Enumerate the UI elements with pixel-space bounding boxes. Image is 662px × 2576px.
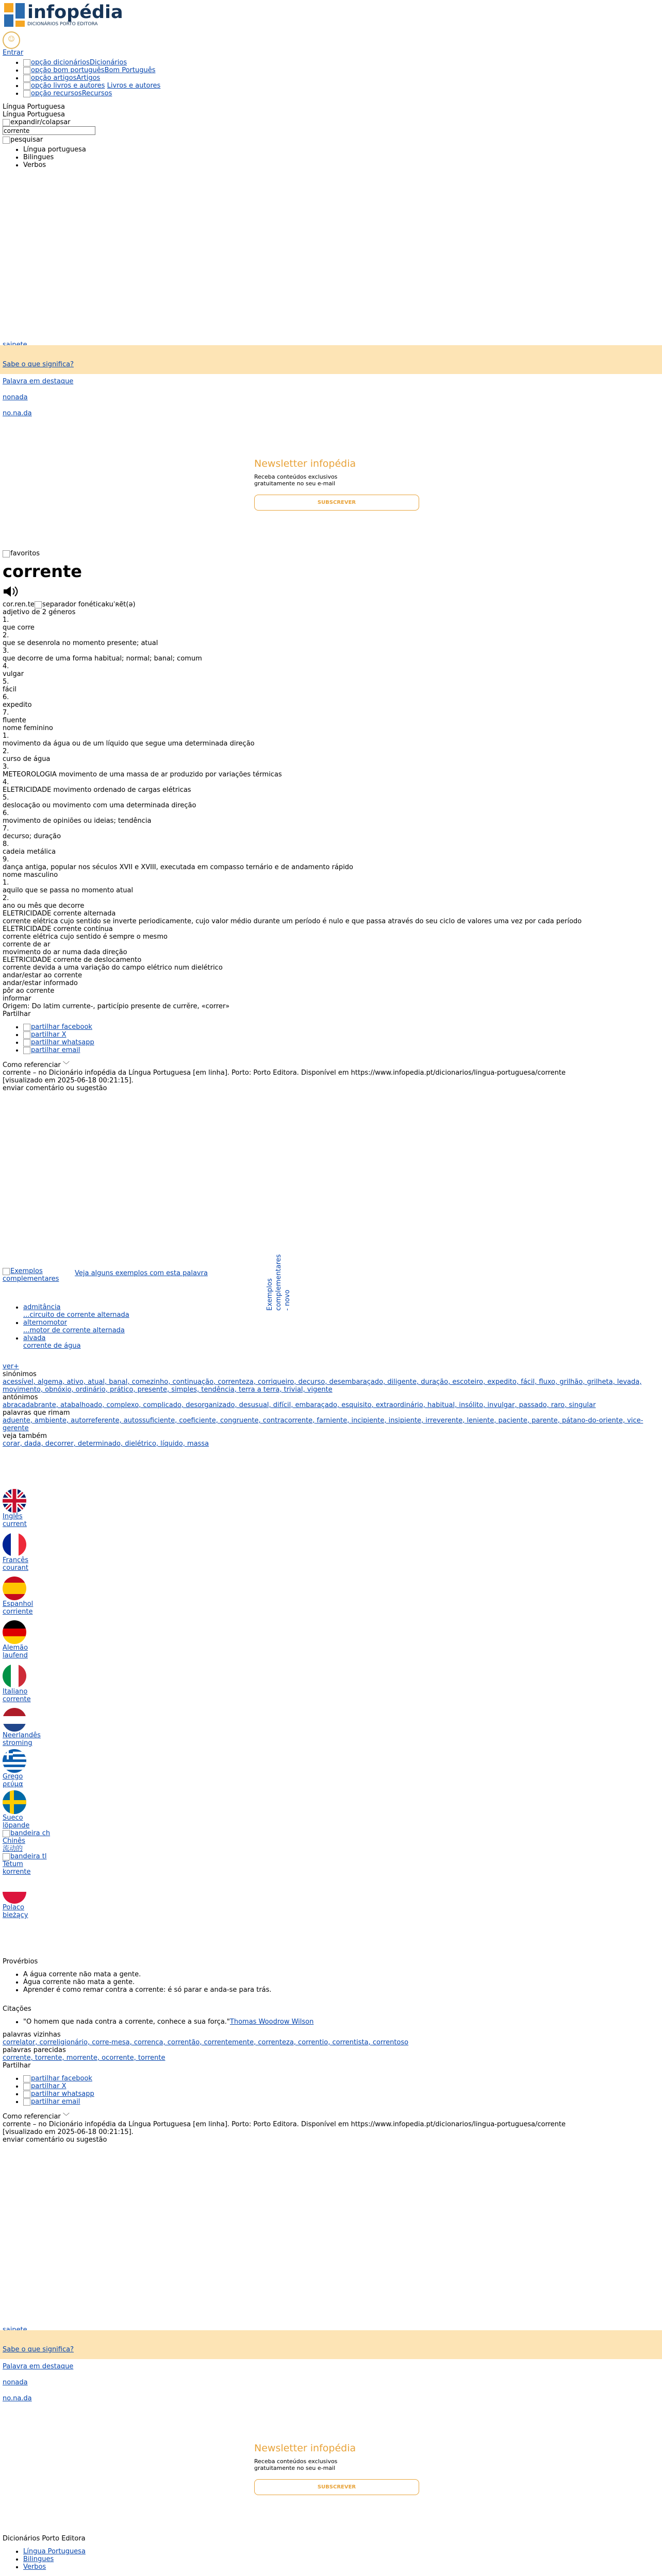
quote-author-link[interactable]: Thomas Woodrow Wilson bbox=[229, 2018, 314, 2026]
definition-line: adjetivo de 2 géneros bbox=[3, 608, 76, 616]
definition-line: 3. bbox=[3, 763, 9, 771]
flag-se-icon bbox=[3, 1790, 26, 1814]
synonyms-label: sinónimos bbox=[3, 1370, 37, 1378]
related-item[interactable]: • admitância ...circuito de corrente alternada bbox=[23, 1303, 129, 1319]
share-x[interactable]: • partilhar X bbox=[23, 1031, 659, 1039]
similar-label: palavras parecidas bbox=[3, 2046, 66, 2054]
definition-line: andar/estar ao corrente bbox=[3, 972, 82, 979]
chevron-down-icon: ﹀ bbox=[62, 2113, 70, 2121]
nav-item-recursos[interactable]: • opção recursosRecursos bbox=[23, 90, 160, 97]
definition-line: pôr ao corrente bbox=[3, 987, 55, 995]
featured-label[interactable]: Palavra em destaque bbox=[3, 378, 74, 385]
footer-dict-link[interactable]: Língua Portuguesa bbox=[23, 2548, 86, 2555]
newsletter-subscribe-button[interactable]: SUBSCREVER bbox=[254, 495, 419, 511]
dictionary-options bbox=[3, 146, 160, 169]
newsletter-title: Newsletter infopédia bbox=[254, 458, 356, 469]
proverbs-label: Provérbios bbox=[3, 1958, 38, 1965]
definition-line: aquilo que se passa no momento atual bbox=[3, 887, 134, 894]
favorites-button[interactable]: favoritos bbox=[3, 550, 659, 557]
separator-icon bbox=[35, 601, 42, 608]
main-nav bbox=[3, 59, 160, 97]
search-button[interactable]: pesquisar bbox=[3, 136, 160, 144]
definition-line: 4. bbox=[3, 778, 9, 786]
definition-line: 2. bbox=[3, 894, 9, 902]
feedback2-link[interactable]: enviar comentário ou sugestão bbox=[3, 2136, 107, 2144]
rhymes-label: palavras que rimam bbox=[3, 1409, 70, 1417]
footer-dicts bbox=[3, 2548, 659, 2571]
featured2-label[interactable]: Palavra em destaque bbox=[3, 2363, 74, 2370]
x-icon bbox=[23, 1031, 30, 1039]
translation-en[interactable]: Inglês current bbox=[3, 1489, 659, 1528]
definition-line: 7. bbox=[3, 709, 9, 717]
expand-icon bbox=[3, 119, 10, 126]
definition-line: ano ou mês que decorre bbox=[3, 902, 85, 910]
quote: • "O homem que nada contra a corrente, conhece a sua força."Thomas Woodrow Wilson bbox=[23, 2018, 659, 2026]
x-icon bbox=[23, 2083, 30, 2090]
related-item[interactable]: • alternomotor ...motor de corrente alternada bbox=[23, 1319, 129, 1334]
definition-line: 6. bbox=[3, 693, 9, 701]
dict-option[interactable]: • Língua portuguesa bbox=[23, 146, 160, 154]
definition-line: andar/estar informado bbox=[3, 979, 78, 987]
share2-list bbox=[3, 2075, 659, 2106]
newsletter2-title: Newsletter infopédia bbox=[254, 2443, 356, 2454]
origin: Origem: Do latim currente-, particípio presente de currĕre, «correr» bbox=[3, 1003, 230, 1010]
nav-item-bom-portugues[interactable]: • opção bom portuguêsBom Português bbox=[23, 66, 160, 74]
translation-de[interactable]: Alemão laufend bbox=[3, 1620, 659, 1659]
dictionary-selector[interactable] bbox=[3, 103, 160, 126]
definition-line: corrente de ar bbox=[3, 941, 51, 948]
definition-line: ELETRICIDADE corrente de deslocamento bbox=[3, 956, 142, 964]
featured-word-2 bbox=[3, 2363, 659, 2402]
article-icon bbox=[23, 75, 30, 82]
dict-option[interactable]: • Verbos bbox=[23, 161, 160, 169]
see-more-link[interactable]: ver+ bbox=[3, 1363, 19, 1370]
flag-de-icon bbox=[3, 1620, 26, 1644]
similar-list[interactable]: corrente, torrente, morrente, ocorrente, torrente bbox=[3, 2054, 166, 2062]
promo2-question-link[interactable]: Sabe o que significa? bbox=[3, 2346, 74, 2353]
share-facebook[interactable]: • partilhar facebook bbox=[23, 1023, 659, 1031]
promo-question-link[interactable]: Sabe o que significa? bbox=[3, 361, 74, 368]
pronunciation: cor.ren.te separador fonéticakuˈʀẽt(ə) bbox=[3, 601, 136, 608]
search-icon bbox=[3, 137, 10, 144]
promo-banner bbox=[0, 345, 662, 374]
dictionary-selected-label: Língua Portuguesa bbox=[3, 111, 65, 118]
translation-el[interactable]: Grego ρεύμα bbox=[3, 1749, 659, 1788]
footer-dict-link[interactable]: Bilingues bbox=[23, 2555, 54, 2563]
reference2-toggle[interactable]: Como referenciar ﹀ bbox=[3, 2113, 70, 2121]
synonyms-list[interactable]: acessível, algema, ativo, atual, banal, comezinho, continuação, correnteza, corriqueiro, decurso, desembaraçado, diligente, duração, escoteiro, expedito, fácil, fluxo, grilhão, grilheta, levada, movimento, obnóxio, ordinário, prático, presente, simples, tendência, terra a terra, trivial, vigente bbox=[3, 1378, 642, 1394]
definition-line: fluente bbox=[3, 717, 26, 724]
flag-cn-icon bbox=[3, 1830, 10, 1837]
newsletter-desc: Receba conteúdos exclusivos gratuitamente no seu e-mail bbox=[254, 473, 338, 487]
translation-sv[interactable]: Sueco löpande bbox=[3, 1790, 659, 1829]
definition-line: expedito bbox=[3, 701, 32, 709]
flag-es-icon bbox=[3, 1577, 26, 1600]
book-icon bbox=[23, 67, 30, 74]
site-header bbox=[3, 2, 160, 169]
share-whatsapp[interactable]: • partilhar whatsapp bbox=[23, 1039, 659, 1046]
neighbors-list[interactable]: correlator, correligionário, corre-mesa, correnca, correntão, correntemente, correnteza, correntio, correntista, correntoso bbox=[3, 2039, 409, 2046]
favorites-icon bbox=[3, 550, 10, 557]
definition-line: vulgar bbox=[3, 670, 24, 678]
newsletter2-subscribe-button[interactable]: SUBSCREVER bbox=[254, 2479, 419, 2495]
translation-zh[interactable]: bandeira ch Chinês 流动的 bbox=[3, 1829, 51, 1853]
definition-line: dança antiga, popular nos séculos XVII e XVIII, executada em compasso ternário e de andamento rápido bbox=[3, 863, 354, 871]
definition-line: que corre bbox=[3, 624, 35, 632]
definition-line: movimento de opiniões ou ideias; tendência bbox=[3, 817, 152, 825]
syllabification: cor.ren.te bbox=[3, 601, 35, 608]
nav-item-artigos[interactable]: • opção artigosArtigos bbox=[23, 74, 160, 82]
flag-tl-icon bbox=[3, 1853, 10, 1860]
nav-item-livros[interactable]: • opção livros e autores Livros e autores bbox=[23, 82, 160, 90]
quotes-list bbox=[3, 2018, 659, 2026]
definition-line: deslocação ou movimento com uma determinada direção bbox=[3, 802, 196, 809]
dictionary-selected[interactable]: Língua Portuguesa bbox=[3, 103, 65, 111]
dictionaries-icon bbox=[23, 59, 30, 66]
featured-syllables[interactable]: no.na.da bbox=[3, 410, 32, 417]
antonyms-list[interactable]: abracadabrante, atabalhoado, complexo, complicado, desorganizado, desusual, difícil, embaraçado, esquisito, extraordinário, habitual, insólito, invulgar, passado, raro, singular bbox=[3, 1401, 596, 1409]
logo-subtitle: DICIONÁRIOS PORTO EDITORA bbox=[27, 22, 98, 27]
proverb: • Aprender é como remar contra a corrente: é só parar e anda-se para trás. bbox=[23, 1986, 659, 1994]
definition-line: ELETRICIDADE corrente alternada bbox=[3, 910, 116, 918]
definition-line: 7. bbox=[3, 825, 9, 833]
definition-line: METEOROLOGIA movimento de uma massa de ar produzido por variações térmicas bbox=[3, 771, 282, 778]
chevron-down-icon: ﹀ bbox=[62, 1061, 70, 1069]
definition-line: 1. bbox=[3, 616, 9, 624]
examples-link[interactable]: Veja alguns exemplos com esta palavra bbox=[75, 1269, 208, 1277]
email-icon bbox=[23, 1047, 30, 1054]
audio-icon[interactable] bbox=[3, 585, 659, 598]
definition-line: 4. bbox=[3, 663, 9, 670]
definition-line: 5. bbox=[3, 678, 9, 686]
share2-email[interactable]: • partilhar email bbox=[23, 2098, 659, 2106]
footer-dict-link[interactable]: Verbos bbox=[23, 2563, 46, 2571]
definition-line: corrente elétrica cujo sentido é sempre o mesmo bbox=[3, 933, 168, 941]
definition-line: movimento da água ou de um líquido que segue uma determinada direção bbox=[3, 740, 255, 748]
proverbs-list bbox=[3, 1971, 659, 1994]
definition-line: 3. bbox=[3, 647, 9, 655]
flag-uk-icon bbox=[3, 1489, 26, 1513]
share2-label: Partilhar bbox=[3, 2062, 31, 2070]
definition-line: cadeia metálica bbox=[3, 848, 56, 856]
definition-line: 2. bbox=[3, 632, 9, 639]
definition-line: que se desenrola no momento presente; atual bbox=[3, 639, 158, 647]
flag-it-icon bbox=[3, 1664, 26, 1688]
see-also-list[interactable]: corar, dada, decorrer, determinado, dielétrico, líquido, massa bbox=[3, 1440, 209, 1448]
examples-image: Exemplos complementares bbox=[3, 1267, 59, 1283]
dict-option[interactable]: • Bilingues bbox=[23, 154, 160, 161]
word-relations bbox=[3, 1363, 659, 1448]
definition-line: movimento do ar numa dada direção bbox=[3, 948, 127, 956]
definition-line: corrente elétrica cujo sentido se inverte periodicamente, cujo valor médio durante um período é nulo e que passa através do seu ciclo de valores uma vez por cada período bbox=[3, 918, 582, 925]
definition-line: que decorre de uma forma habitual; normal; banal; comum bbox=[3, 655, 202, 663]
featured-word-link[interactable]: nonada bbox=[3, 394, 28, 401]
examples-icon bbox=[3, 1268, 10, 1275]
definition-line: 8. bbox=[3, 840, 9, 848]
share-list bbox=[3, 1023, 659, 1054]
translations bbox=[3, 1489, 659, 1919]
logo-text: infopédia bbox=[27, 2, 123, 23]
proverb: • A água corrente não mata a gente. bbox=[23, 1971, 659, 1978]
search-input[interactable] bbox=[3, 126, 95, 135]
proverbs-section bbox=[3, 1958, 659, 2144]
translation-tet[interactable]: bandeira tl Tétum korrente bbox=[3, 1853, 47, 1876]
login-link[interactable]: Entrar bbox=[3, 49, 24, 57]
entry bbox=[3, 550, 659, 1092]
flag-nl-icon bbox=[3, 1708, 26, 1732]
phonetic: kuˈʀẽt(ə) bbox=[105, 601, 136, 608]
featured2-word-link[interactable]: nonada bbox=[3, 2379, 28, 2386]
examples-vertical-label: Exemplos complementares - novo bbox=[266, 1254, 291, 1311]
nav-item-dicionarios[interactable]: • opção dicionáriosDicionários bbox=[23, 59, 160, 66]
expand-collapse-toggle[interactable]: expandir/colapsar bbox=[3, 118, 160, 126]
definitions bbox=[3, 608, 659, 1003]
related-list bbox=[3, 1303, 129, 1350]
translation-nl[interactable]: Neerlandês stroming bbox=[3, 1708, 659, 1747]
definition-line: 2. bbox=[3, 748, 9, 755]
definition-line: nome feminino bbox=[3, 724, 53, 732]
facebook-icon bbox=[23, 1024, 30, 1031]
flag-fr-icon bbox=[3, 1533, 26, 1556]
whatsapp-icon bbox=[23, 1039, 30, 1046]
definition-line: 1. bbox=[3, 732, 9, 740]
translation-pl[interactable]: Polaco bieżący bbox=[3, 1880, 659, 1919]
definition-line: 9. bbox=[3, 856, 9, 863]
rhymes-list[interactable]: aduente, ambiente, autorreferente, autossuficiente, coeficiente, congruente, contracorrente, farniente, incipiente, insipiente, irreverente, leniente, paciente, parente, pátano-do-oriente, vice-gerente bbox=[3, 1417, 643, 1432]
definition-line: 6. bbox=[3, 809, 9, 817]
share-label: Partilhar bbox=[3, 1010, 31, 1018]
definition-line: nome masculino bbox=[3, 871, 58, 879]
antonyms-label: antónimos bbox=[3, 1394, 38, 1401]
related-item[interactable]: • alvada corrente de água bbox=[23, 1334, 129, 1350]
definition-line: ELETRICIDADE movimento ordenado de cargas elétricas bbox=[3, 786, 191, 794]
neighbors-label: palavras vizinhas bbox=[3, 2031, 61, 2039]
footer-title: Dicionários Porto Editora bbox=[3, 2535, 86, 2543]
featured-word bbox=[3, 378, 659, 417]
featured2-syllables[interactable]: no.na.da bbox=[3, 2395, 32, 2402]
newsletter2-desc: Receba conteúdos exclusivos gratuitamente no seu e-mail bbox=[254, 2458, 338, 2471]
definition-line: 5. bbox=[3, 794, 9, 802]
share-email[interactable]: • partilhar email bbox=[23, 1046, 659, 1054]
whatsapp-icon bbox=[23, 2091, 30, 2098]
proverb: • Água corrente não mata a gente. bbox=[23, 1978, 659, 1986]
share2-facebook[interactable]: • partilhar facebook bbox=[23, 2075, 659, 2082]
see-also-label: veja também bbox=[3, 1432, 47, 1440]
definition-line: decurso; duração bbox=[3, 833, 61, 840]
quotes-label: Citações bbox=[3, 2005, 31, 2013]
definition-line: informar bbox=[3, 995, 31, 1003]
newsletter-box-2 bbox=[254, 2443, 424, 2495]
definition-line: 1. bbox=[3, 879, 9, 887]
feedback-link[interactable]: enviar comentário ou sugestão bbox=[3, 1084, 107, 1092]
user-icon[interactable]: ☺ bbox=[3, 31, 20, 49]
share2-whatsapp[interactable]: • partilhar whatsapp bbox=[23, 2090, 659, 2098]
headword: corrente bbox=[3, 562, 82, 581]
translation-fr[interactable]: Francês courant bbox=[3, 1533, 659, 1572]
promo-banner-2 bbox=[0, 2330, 662, 2359]
logo-icon bbox=[3, 2, 27, 28]
definition-line: corrente devida a uma variação do campo elétrico num dielétrico bbox=[3, 964, 223, 972]
translation-es[interactable]: Espanhol corriente bbox=[3, 1577, 659, 1616]
facebook-icon bbox=[23, 2075, 30, 2082]
logo[interactable] bbox=[3, 2, 160, 28]
definition-line: ELETRICIDADE corrente contínua bbox=[3, 925, 113, 933]
reference2-text: corrente – no Dicionário infopédia da Língua Portuguesa [em linha]. Porto: Porto Editora. Disponível em https://www.infopedia.pt/dicionarios/lingua-portuguesa/corrente [visualizado em 2025-06-18 00:21:15]. bbox=[3, 2121, 566, 2136]
resources-icon bbox=[23, 90, 30, 97]
reference-toggle[interactable]: Como referenciar ﹀ bbox=[3, 1061, 70, 1069]
translation-it[interactable]: Italiano corrente bbox=[3, 1664, 659, 1703]
email-icon bbox=[23, 2098, 30, 2106]
flag-gr-icon bbox=[3, 1749, 26, 1773]
footer bbox=[3, 2535, 659, 2576]
books-icon bbox=[23, 82, 30, 90]
definition-line: curso de água bbox=[3, 755, 51, 763]
reference-text: corrente – no Dicionário infopédia da Língua Portuguesa [em linha]. Porto: Porto Editora. Disponível em https://www.infopedia.pt/dicionarios/lingua-portuguesa/corrente [visualizado em 2025-06-18 00:21:15]. bbox=[3, 1069, 566, 1084]
flag-pl-icon bbox=[3, 1880, 26, 1904]
definition-line: fácil bbox=[3, 686, 16, 693]
share2-x[interactable]: • partilhar X bbox=[23, 2082, 659, 2090]
newsletter-box bbox=[254, 458, 424, 511]
